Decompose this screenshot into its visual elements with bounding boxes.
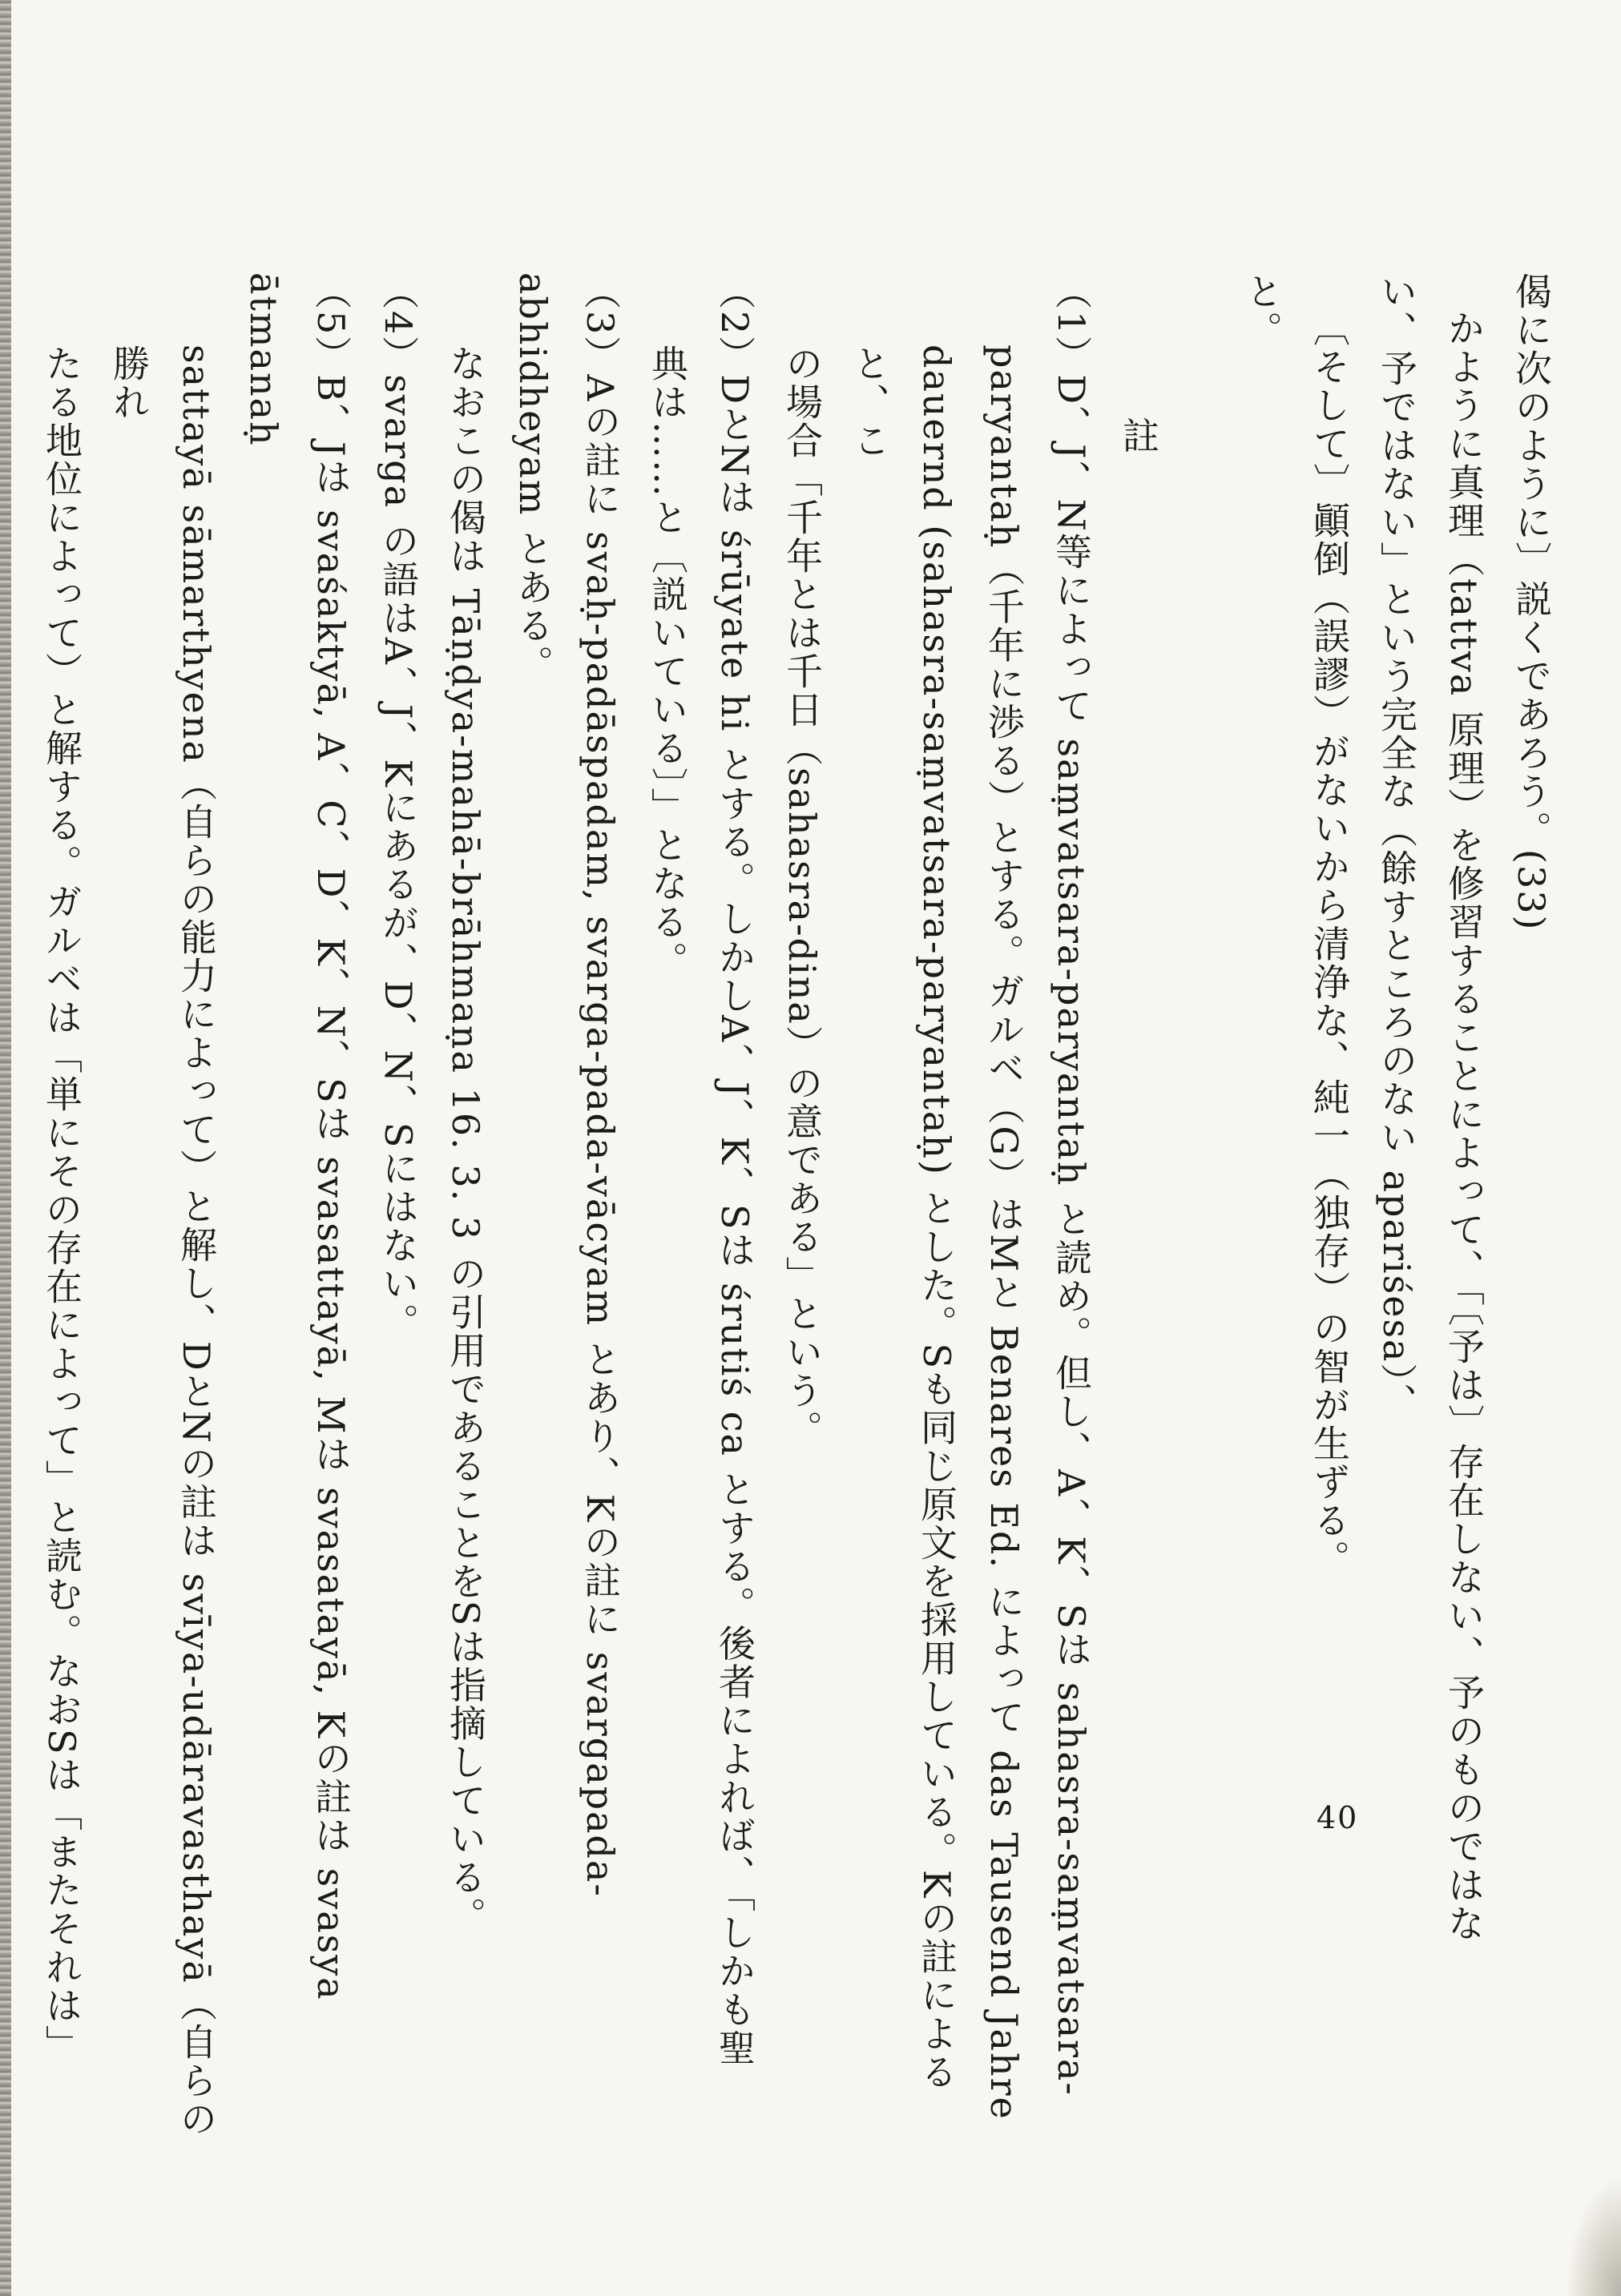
- notes-heading: 註: [1117, 417, 1160, 455]
- note-3-line: （3）Aの註に svaḥ-padāspadam, svarga-pada-vācyam とあり、Kの註に svargapada-abhidheyam とある。: [511, 272, 622, 1898]
- note-1-line: （1）D、J、N等によって saṃvatsara-paryantaḥ と読め。但し、A、K、Sは sahasra-saṃvatsara-: [1050, 272, 1093, 2097]
- note-1-line: の場合「千年とは千日（sahasra-dina）の意である」という。: [780, 344, 824, 1448]
- verse-intro: 偈に次のように〕説くであろう。(33): [1510, 272, 1553, 932]
- verse-line: い、予ではない」という完全な（餘すところのない apariśesa）、: [1375, 272, 1418, 1422]
- binding-edge: [0, 0, 11, 2296]
- note-3-line: なおこの偈は Tāṇḍya-mahā-brāhmaṇa 16. 3. 3 の引用であることをSは指摘している。: [444, 344, 487, 1935]
- note-2-line: （2）DとNは śrūyate hi とする。しかしA、J、K、Sは śrutiś ca とする。後者によれば、「しかも聖: [713, 272, 756, 2068]
- note-5-line: （5）B、Jは svaśaktyā, A、C、D、K、N、Sは svasattayā, Mは svasatayā, Kの註は svasya ātmanaḥ: [242, 272, 353, 2001]
- page-number: 40: [1317, 1800, 1359, 1835]
- note-2-line: 典は……と〔説いている〕」となる。: [646, 344, 689, 980]
- verse-line: 〔そして〕顚倒（誤謬）がないから清浄な、純一（独存）の智が生ずる。: [1308, 309, 1351, 1578]
- vertical-text-body: [40, 272, 1565, 2139]
- note-5-line: sattayā sāmarthyena（自らの能力によって）と解し、DとNの註は svīya-udāravasthayā（自らの勝れ: [107, 344, 218, 2138]
- note-1-line: dauernd (sahasra-saṃvatsara-paryantaḥ) とした。Sも同じ原文を採用している。Kの註によると、こ: [848, 344, 958, 2092]
- section-gap: [1172, 272, 1228, 2139]
- page-corner-shadow: [1565, 2176, 1621, 2296]
- note-5-line: たる地位によって）と解する。ガルベは「単にその存在によって」と読む。なおSは「またそれは」: [40, 344, 83, 2064]
- verse-closing: と。: [1240, 272, 1284, 349]
- note-1-line: paryantaḥ（千年に渉る）とする。ガルベ（G）はMと Benares Ed. によって das Tausend Jahre: [982, 344, 1026, 2121]
- verse-line: かように真理（tattva 原理）を修習することによって、「〔予は〕存在しない、予のものではな: [1442, 309, 1486, 1943]
- note-4-line: （4）svarga の語はA、J、Kにあるが、D、N、Sにはない。: [377, 272, 420, 1342]
